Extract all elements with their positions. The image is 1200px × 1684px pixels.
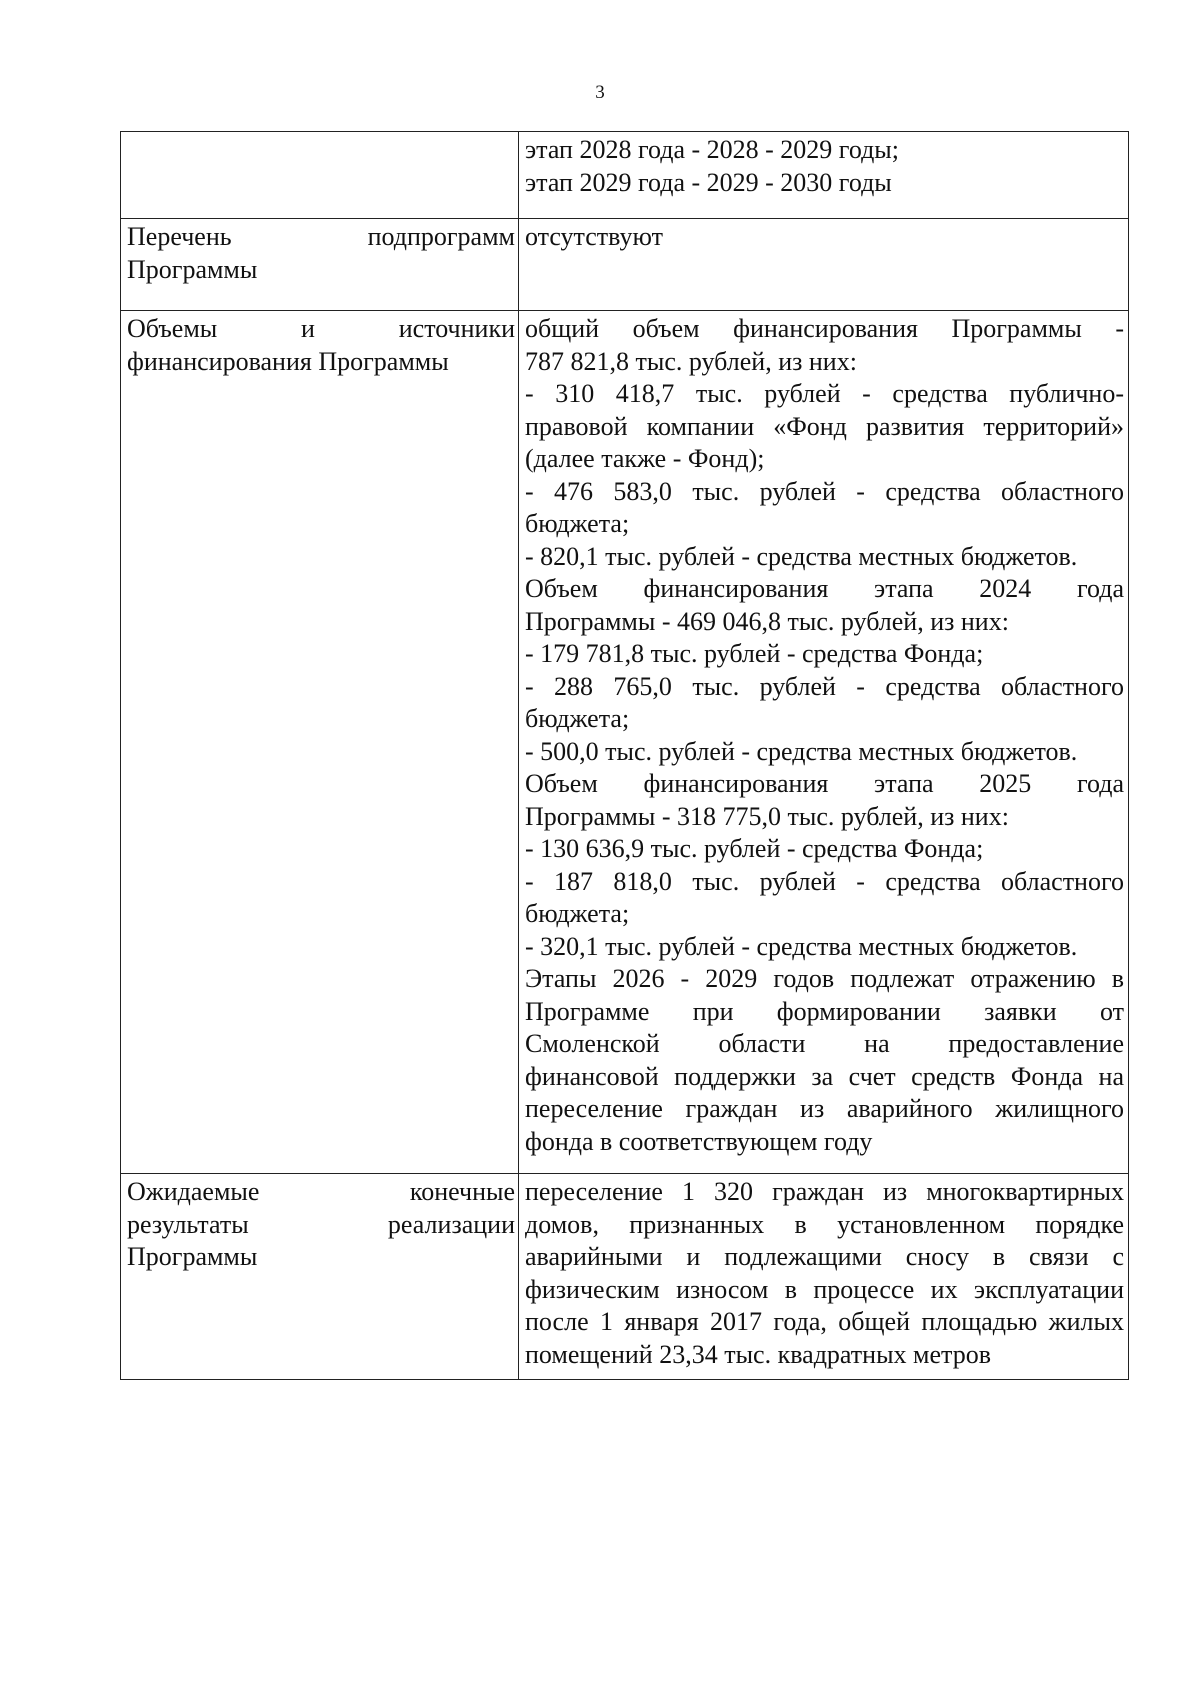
program-passport-table bbox=[120, 131, 1129, 1380]
label-line: финансирования Программы bbox=[127, 346, 449, 376]
subprograms-value-cell bbox=[519, 219, 1129, 311]
table-row-stages bbox=[121, 132, 1129, 219]
financing-line: финансовой поддержки за счет средств Фонда на bbox=[525, 1061, 1124, 1091]
financing-line: Объем финансирования этапа 2024 года bbox=[525, 574, 1124, 603]
results-line: переселение 1 320 граждан из многоквартирных bbox=[525, 1177, 1124, 1206]
subprograms-value: отсутствуют bbox=[525, 222, 663, 251]
financing-line: переселение граждан из аварийного жилищного bbox=[525, 1094, 1124, 1123]
label-line: Программы bbox=[127, 254, 258, 284]
stage-line: этап 2029 года - 2029 - 2030 годы bbox=[525, 167, 892, 197]
financing-line: фонда в соответствующем году bbox=[525, 1126, 873, 1156]
financing-line: Программе при формировании заявки от bbox=[525, 996, 1124, 1026]
financing-value-cell bbox=[519, 311, 1129, 1174]
results-line: после 1 января 2017 года, общей площадью жилых bbox=[525, 1307, 1124, 1336]
financing-line: (далее также - Фонд); bbox=[525, 444, 765, 473]
financing-line: - 288 765,0 тыс. рублей - средства областного bbox=[525, 671, 1124, 701]
stage-line: этап 2028 года - 2028 - 2029 годы; bbox=[525, 135, 899, 164]
stages-value-cell bbox=[519, 132, 1129, 219]
label-line: Программы bbox=[127, 1242, 258, 1271]
financing-line: Программы - 318 775,0 тыс. рублей, из них: bbox=[525, 801, 1009, 831]
results-line: аварийными и подлежащими сносу в связи с bbox=[525, 1242, 1124, 1271]
table-row-financing bbox=[121, 311, 1129, 1174]
financing-line: - 320,1 тыс. рублей - средства местных бюджетов. bbox=[525, 931, 1078, 961]
table-row-subprograms bbox=[121, 219, 1129, 311]
results-label-cell bbox=[121, 1174, 519, 1380]
label-line: результаты реализации bbox=[127, 1209, 515, 1239]
financing-line: - 130 636,9 тыс. рублей - средства Фонда; bbox=[525, 834, 984, 863]
financing-line: - 179 781,8 тыс. рублей - средства Фонда; bbox=[525, 639, 984, 668]
financing-line: правовой компании «Фонд развития территорий» bbox=[525, 411, 1124, 441]
results-value-cell bbox=[519, 1174, 1129, 1380]
table-row-results bbox=[121, 1174, 1129, 1380]
financing-line: - 500,0 тыс. рублей - средства местных бюджетов. bbox=[525, 736, 1078, 766]
financing-line: - 310 418,7 тыс. рублей - средства публично- bbox=[525, 379, 1124, 408]
financing-line: - 820,1 тыс. рублей - средства местных бюджетов. bbox=[525, 541, 1078, 571]
results-line: домов, признанных в установленном порядке bbox=[525, 1209, 1124, 1239]
financing-line: 787 821,8 тыс. рублей, из них: bbox=[525, 346, 857, 376]
financing-line: - 187 818,0 тыс. рублей - средства областного bbox=[525, 866, 1124, 896]
label-line: Объемы и источники bbox=[127, 314, 515, 343]
subprograms-label-cell bbox=[121, 219, 519, 311]
label-line: Ожидаемые конечные bbox=[127, 1177, 515, 1206]
financing-label-cell bbox=[121, 311, 519, 1174]
financing-line: - 476 583,0 тыс. рублей - средства областного bbox=[525, 476, 1124, 506]
financing-line: Объем финансирования этапа 2025 года bbox=[525, 769, 1124, 798]
financing-line: бюджета; bbox=[525, 704, 630, 733]
results-line: помещений 23,34 тыс. квадратных метров bbox=[525, 1339, 991, 1369]
financing-line: бюджета; bbox=[525, 509, 630, 538]
page-number: 3 bbox=[595, 82, 605, 103]
financing-line: Программы - 469 046,8 тыс. рублей, из них: bbox=[525, 606, 1009, 636]
financing-line: Смоленской области на предоставление bbox=[525, 1029, 1124, 1058]
stages-label-cell bbox=[121, 132, 519, 219]
label-line: Перечень подпрограмм bbox=[127, 222, 515, 251]
results-line: физическим износом в процессе их эксплуатации bbox=[525, 1274, 1124, 1304]
financing-line: бюджета; bbox=[525, 899, 630, 928]
financing-line: общий объем финансирования Программы - bbox=[525, 314, 1124, 343]
financing-line: Этапы 2026 - 2029 годов подлежат отражению в bbox=[525, 964, 1124, 993]
